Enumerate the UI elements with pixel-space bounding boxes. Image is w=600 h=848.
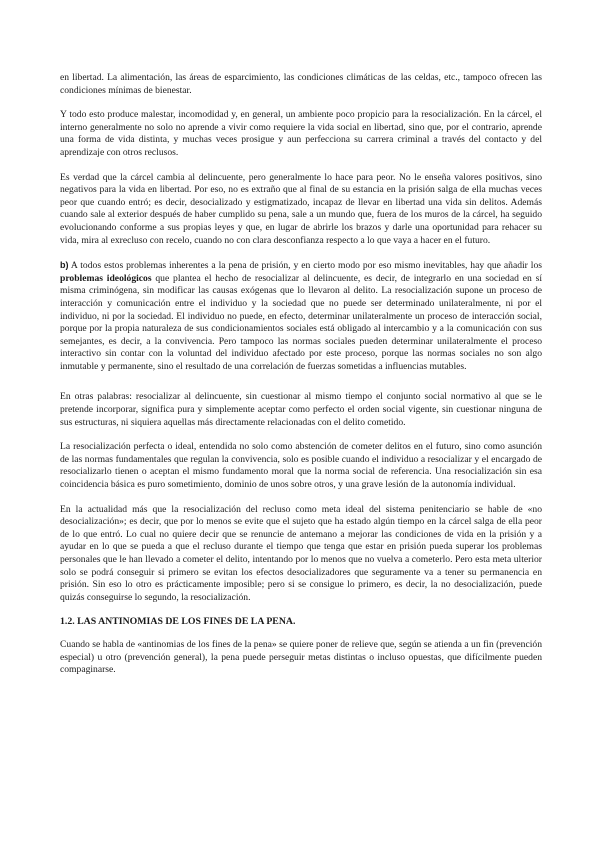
list-marker-b: b): [60, 260, 69, 271]
paragraph-no-desocialization: En la actualidad más que la resocialización del recluso como meta ideal del sistema penitenciario se hable de «no desocialización»; es decir, que por lo menos se evite que el sujeto que ha estado algún tiempo en la cárcel salga de ella peor de lo que entró. Lo cual no quiere decir que se renuncie de antemano a mejorar las condiciones de vida en la prisión y a ayudar en lo que se pueda a que el recluso durante el tiempo que tenga que estar en prisión pueda superar los problemas personales que le han llevado a cometer el delito, intentando por lo menos que no vuelva a cometerlo. Pero esta meta ulterior solo se podrá conseguir si primero se evitan los efectos desocializadores que seguramente va a tener su permanencia en prisión. Sin eso lo otro es prácticamente imposible; pero si se consigue lo primero, es decir, la no desocialización, puede quizás conseguirse lo segundo, la resocialización.: [60, 503, 542, 603]
paragraph-ideal-resocialization: La resocialización perfecta o ideal, entendida no solo como abstención de cometer delitos en el futuro, sino como asunción de las normas fundamentales que regulan la convivencia, solo es posible cuando el individuo a resocializar y el encargado de resocializarlo tienen o aceptan el mismo fundamento moral que la norma social de referencia. Una resocialización sin esa coincidencia básica es puro sometimiento, dominio de unos sobre otros, y una grave lesión de la autonomía individual.: [60, 441, 542, 491]
paragraph-in-other-words: En otras palabras: resocializar al delincuente, sin cuestionar al mismo tiempo el conjunto social normativo al que se le pretende incorporar, significa pura y simplemente aceptar como perfecto el orden social vigente, sin cuestionar ninguna de sus estructuras, ni siquiera aquellas más directamente relacionadas con el delito cometido.: [60, 391, 542, 428]
paragraph-b-text-2: que plantea el hecho de resocializar al delincuente, es decir, de integrarlo en una sociedad en sí misma criminógena, sin modificar las causas exógenas que lo llevaron al delito. La resocialización supone un proceso de interacción y comunicación entre el individuo y la sociedad que no puede ser determinado unilateralmente, ni por el individuo, ni por la sociedad. El individuo no puede, en efecto, determinar unilateralmente un proceso de interacción social, porque por la propia naturaleza de sus condicionamientos sociales está obligado al intercambio y a la comunicación con sus semejantes, es decir, a la convivencia. Pero tampoco las normas sociales pueden determinar unilateralmente el proceso interactivo sin contar con la voluntad del individuo afectado por este proceso, porque las normas sociales no son algo inmutable y permanente, sino el resultado de una correlación de fuerzas sometidas a influencias mutables.: [60, 272, 542, 372]
paragraph-b-text-1: A todos estos problemas inherentes a la pena de prisión, y en cierto modo por eso mismo inevitables, hay que añadir los: [68, 260, 542, 272]
paragraph-living-conditions: en libertad. La alimentación, las áreas de esparcimiento, las condiciones climáticas de las celdas, etc., tampoco ofrecen las condiciones mínimas de bienestar.: [60, 72, 542, 96]
document-page: [60, 72, 542, 689]
emphasis-ideological-problems: problemas ideológicos: [60, 272, 152, 284]
section-heading: 1.2. LAS ANTINOMIAS DE LOS FINES DE LA PENA.: [60, 616, 296, 628]
paragraph-prison-changes: Es verdad que la cárcel cambia al delincuente, pero generalmente lo hace para peor. No le enseña valores positivos, sino negativos para la vida en libertad. Por eso, no es extraño que al final de su estancia en la prisión salga de ella muchas veces peor que cuando entró; es decir, desocializado y estigmatizado, incapaz de llevar en libertad una vida sin delitos. Además cuando sale al exterior después de haber cumplido su pena, sale a un mundo que, fuera de los muros de la cárcel, ha seguido evolucionando conforme a sus propias leyes y que, en lugar de abrirle los brazos y darle una oportunidad para rehacer su vida, mira al exrecluso con recelo, cuando no con clara desconfianza respecto a lo que vaya a hacer en el futuro.: [60, 171, 542, 246]
paragraph-discomfort: Y todo esto produce malestar, incomodidad y, en general, un ambiente poco propicio para la resocialización. En la cárcel, el interno generalmente no solo no aprende a vivir como requiere la vida social en libertad, sino que, por el contrario, aprende una forma de vida distinta, y muchas veces prosigue y aun perfecciona su carrera criminal a través del contacto y del aprendizaje con otros reclusos.: [60, 109, 542, 158]
paragraph-ideological-problems: [60, 259, 542, 373]
paragraph-antinomies: Cuando se habla de «antinomias de los fines de la pena» se quiere poner de relieve que, según se atienda a un fin (prevención especial) u otro (prevención general), la pena puede perseguir metas distintas o incluso opuestas, que difícilmente pueden compaginarse.: [60, 638, 542, 676]
